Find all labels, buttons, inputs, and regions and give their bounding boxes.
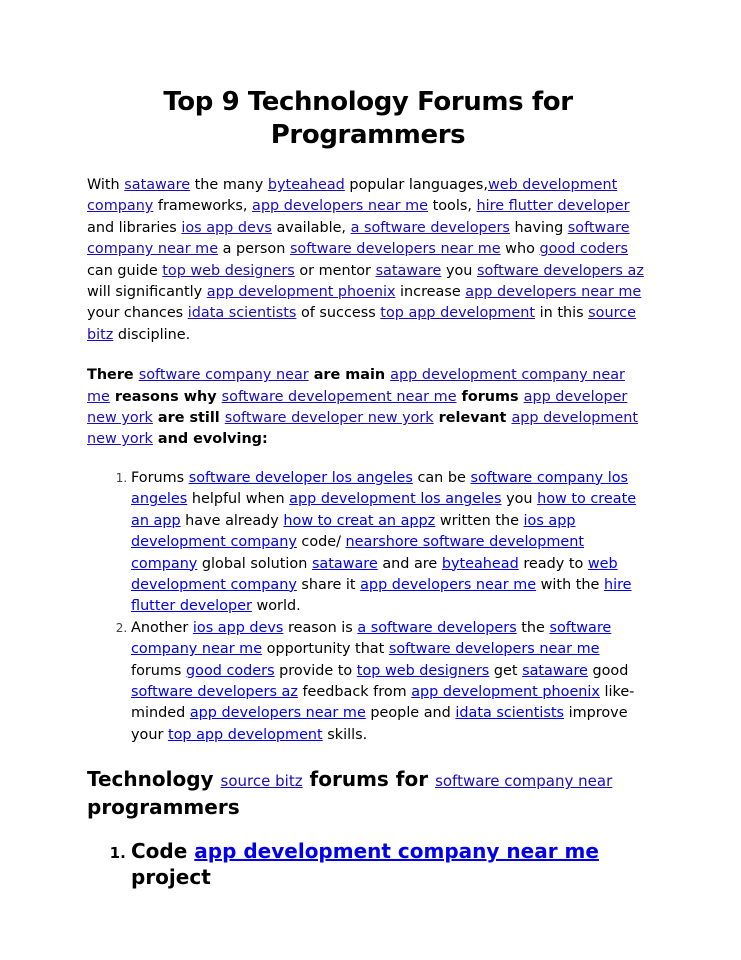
text-link[interactable]: good coders xyxy=(539,241,629,258)
body-text: you xyxy=(501,491,538,508)
body-text: written the xyxy=(435,512,524,529)
body-text: a person xyxy=(218,241,290,258)
text-link[interactable]: ios app development company xyxy=(131,512,576,551)
text-link[interactable]: byteahead xyxy=(441,555,519,572)
reasons-paragraph xyxy=(87,365,649,451)
text-link[interactable]: top web designers xyxy=(356,662,490,679)
text-link[interactable]: app developers near me xyxy=(360,576,537,593)
body-text: good xyxy=(587,662,629,679)
text-link[interactable]: a software developers xyxy=(357,619,517,636)
text-link[interactable]: sataware xyxy=(124,177,191,193)
body-text: having xyxy=(509,219,568,236)
text-link[interactable]: app development phoenix xyxy=(411,683,600,700)
text-link[interactable]: how to creat an appz xyxy=(283,512,436,529)
body-text: have already xyxy=(180,512,284,529)
body-text: opportunity that xyxy=(262,641,389,658)
body-text: code/ xyxy=(296,534,346,551)
text-link[interactable]: top app development xyxy=(380,305,536,322)
text-link[interactable]: app developers near me xyxy=(465,284,642,301)
body-text: helpful when xyxy=(187,491,290,508)
text-link[interactable]: software developers near me xyxy=(388,641,600,658)
body-text: and are xyxy=(377,555,442,572)
body-text: like-minded xyxy=(131,683,635,722)
text-link[interactable]: sataware xyxy=(522,662,588,679)
bold-text: are main xyxy=(308,367,391,384)
text-link[interactable]: app development company near me xyxy=(87,367,625,405)
text-link[interactable]: app development los angeles xyxy=(289,491,502,508)
body-text: Forums xyxy=(131,469,189,486)
text-link[interactable]: software developers az xyxy=(476,262,644,279)
body-text: the many xyxy=(190,177,268,193)
body-text: ready to xyxy=(518,555,588,572)
body-text: of success xyxy=(296,305,381,322)
text-link[interactable]: software company near xyxy=(138,367,309,384)
body-text: tools, xyxy=(428,198,477,215)
text-link[interactable]: app development phoenix xyxy=(206,284,396,301)
text-link[interactable]: app development new york xyxy=(87,410,639,448)
text-link[interactable]: sataware xyxy=(375,262,442,279)
body-text: increase xyxy=(395,284,466,301)
body-text: Code xyxy=(131,839,195,864)
text-link[interactable]: sataware xyxy=(311,555,378,572)
list-item xyxy=(131,468,649,618)
reasons-list xyxy=(87,468,649,746)
body-text: feedback from xyxy=(297,683,412,700)
text-link[interactable]: software developer los angeles xyxy=(188,469,413,486)
body-text: world. xyxy=(251,598,301,615)
text-link[interactable]: source bitz xyxy=(220,772,303,791)
text-link[interactable]: web development company xyxy=(87,177,618,215)
body-text: can be xyxy=(412,469,471,486)
text-link[interactable]: nearshore software development company xyxy=(131,534,585,572)
body-text: forums for xyxy=(302,767,436,792)
body-text: share it xyxy=(296,576,361,593)
text-link[interactable]: software developers near me xyxy=(289,241,501,258)
text-link[interactable]: software company near me xyxy=(131,619,612,658)
body-text: can guide xyxy=(87,262,163,279)
text-link[interactable]: web development company xyxy=(131,555,618,593)
text-link[interactable]: software developers az xyxy=(131,683,298,700)
section-heading xyxy=(87,766,649,820)
forum-heading xyxy=(131,838,649,890)
body-text: the xyxy=(516,619,550,636)
text-link[interactable]: ios app devs xyxy=(192,619,284,636)
text-link[interactable]: software company los angeles xyxy=(131,469,629,508)
text-link[interactable]: idata scientists xyxy=(455,705,565,722)
body-text: project xyxy=(131,865,211,890)
body-text: available, xyxy=(271,219,351,236)
text-link[interactable]: top app development xyxy=(167,726,323,743)
body-text: your chances xyxy=(87,305,188,322)
bold-text: There xyxy=(87,367,139,384)
text-link[interactable]: software developement near me xyxy=(221,388,457,405)
document-page xyxy=(87,86,649,890)
body-text: With xyxy=(87,177,125,193)
bold-text: reasons why xyxy=(109,388,222,405)
body-text: who xyxy=(500,241,540,258)
text-link[interactable]: a software developers xyxy=(350,219,510,236)
body-text: forums xyxy=(131,662,186,679)
text-link[interactable]: app developer new york xyxy=(87,388,628,427)
body-text: popular languages, xyxy=(344,177,488,193)
body-text: or mentor xyxy=(294,262,376,279)
body-text: skills. xyxy=(322,726,368,743)
text-link[interactable]: source bitz xyxy=(87,305,636,343)
text-link[interactable]: software developer new york xyxy=(224,410,434,427)
bold-text: are still xyxy=(152,410,225,427)
text-link[interactable]: hire flutter developer xyxy=(131,576,632,615)
body-text: and libraries xyxy=(87,219,182,236)
body-text: people and xyxy=(365,705,456,722)
text-link[interactable]: idata scientists xyxy=(187,305,297,322)
text-link[interactable]: how to create an app xyxy=(131,491,637,529)
body-text: will significantly xyxy=(87,284,207,301)
body-text: programmers xyxy=(87,795,240,820)
bold-text: relevant xyxy=(433,410,512,427)
bold-text: and evolving: xyxy=(152,431,268,448)
body-text: reason is xyxy=(283,619,358,636)
text-link[interactable]: top web designers xyxy=(162,262,295,279)
text-link[interactable]: byteahead xyxy=(267,177,345,193)
body-text: frameworks, xyxy=(153,198,253,215)
body-text: provide to xyxy=(274,662,357,679)
body-text: with the xyxy=(536,576,604,593)
text-link[interactable]: app developers near me xyxy=(189,705,366,722)
body-text: improve your xyxy=(131,705,628,743)
page-title: Top 9 Technology Forums for Programmers xyxy=(163,87,573,150)
intro-paragraph xyxy=(87,175,649,346)
forum-list xyxy=(87,838,649,890)
text-link[interactable]: software company near me xyxy=(87,219,630,258)
body-text: you xyxy=(441,262,477,279)
text-link[interactable]: good coders xyxy=(186,662,275,679)
text-link[interactable]: software company near xyxy=(435,772,613,791)
body-text: Another xyxy=(131,619,193,636)
text-link[interactable]: hire flutter developer xyxy=(476,198,630,215)
body-text: in this xyxy=(535,305,589,322)
body-text: global solution xyxy=(197,555,312,572)
body-text: Technology xyxy=(87,767,221,792)
bold-text: forums xyxy=(456,388,524,405)
body-text: get xyxy=(489,662,523,679)
text-link[interactable]: app development company near me xyxy=(194,839,599,864)
text-link[interactable]: ios app devs xyxy=(181,219,272,236)
list-item xyxy=(131,618,649,746)
text-link[interactable]: app developers near me xyxy=(252,198,429,215)
body-text: discipline. xyxy=(113,326,191,343)
